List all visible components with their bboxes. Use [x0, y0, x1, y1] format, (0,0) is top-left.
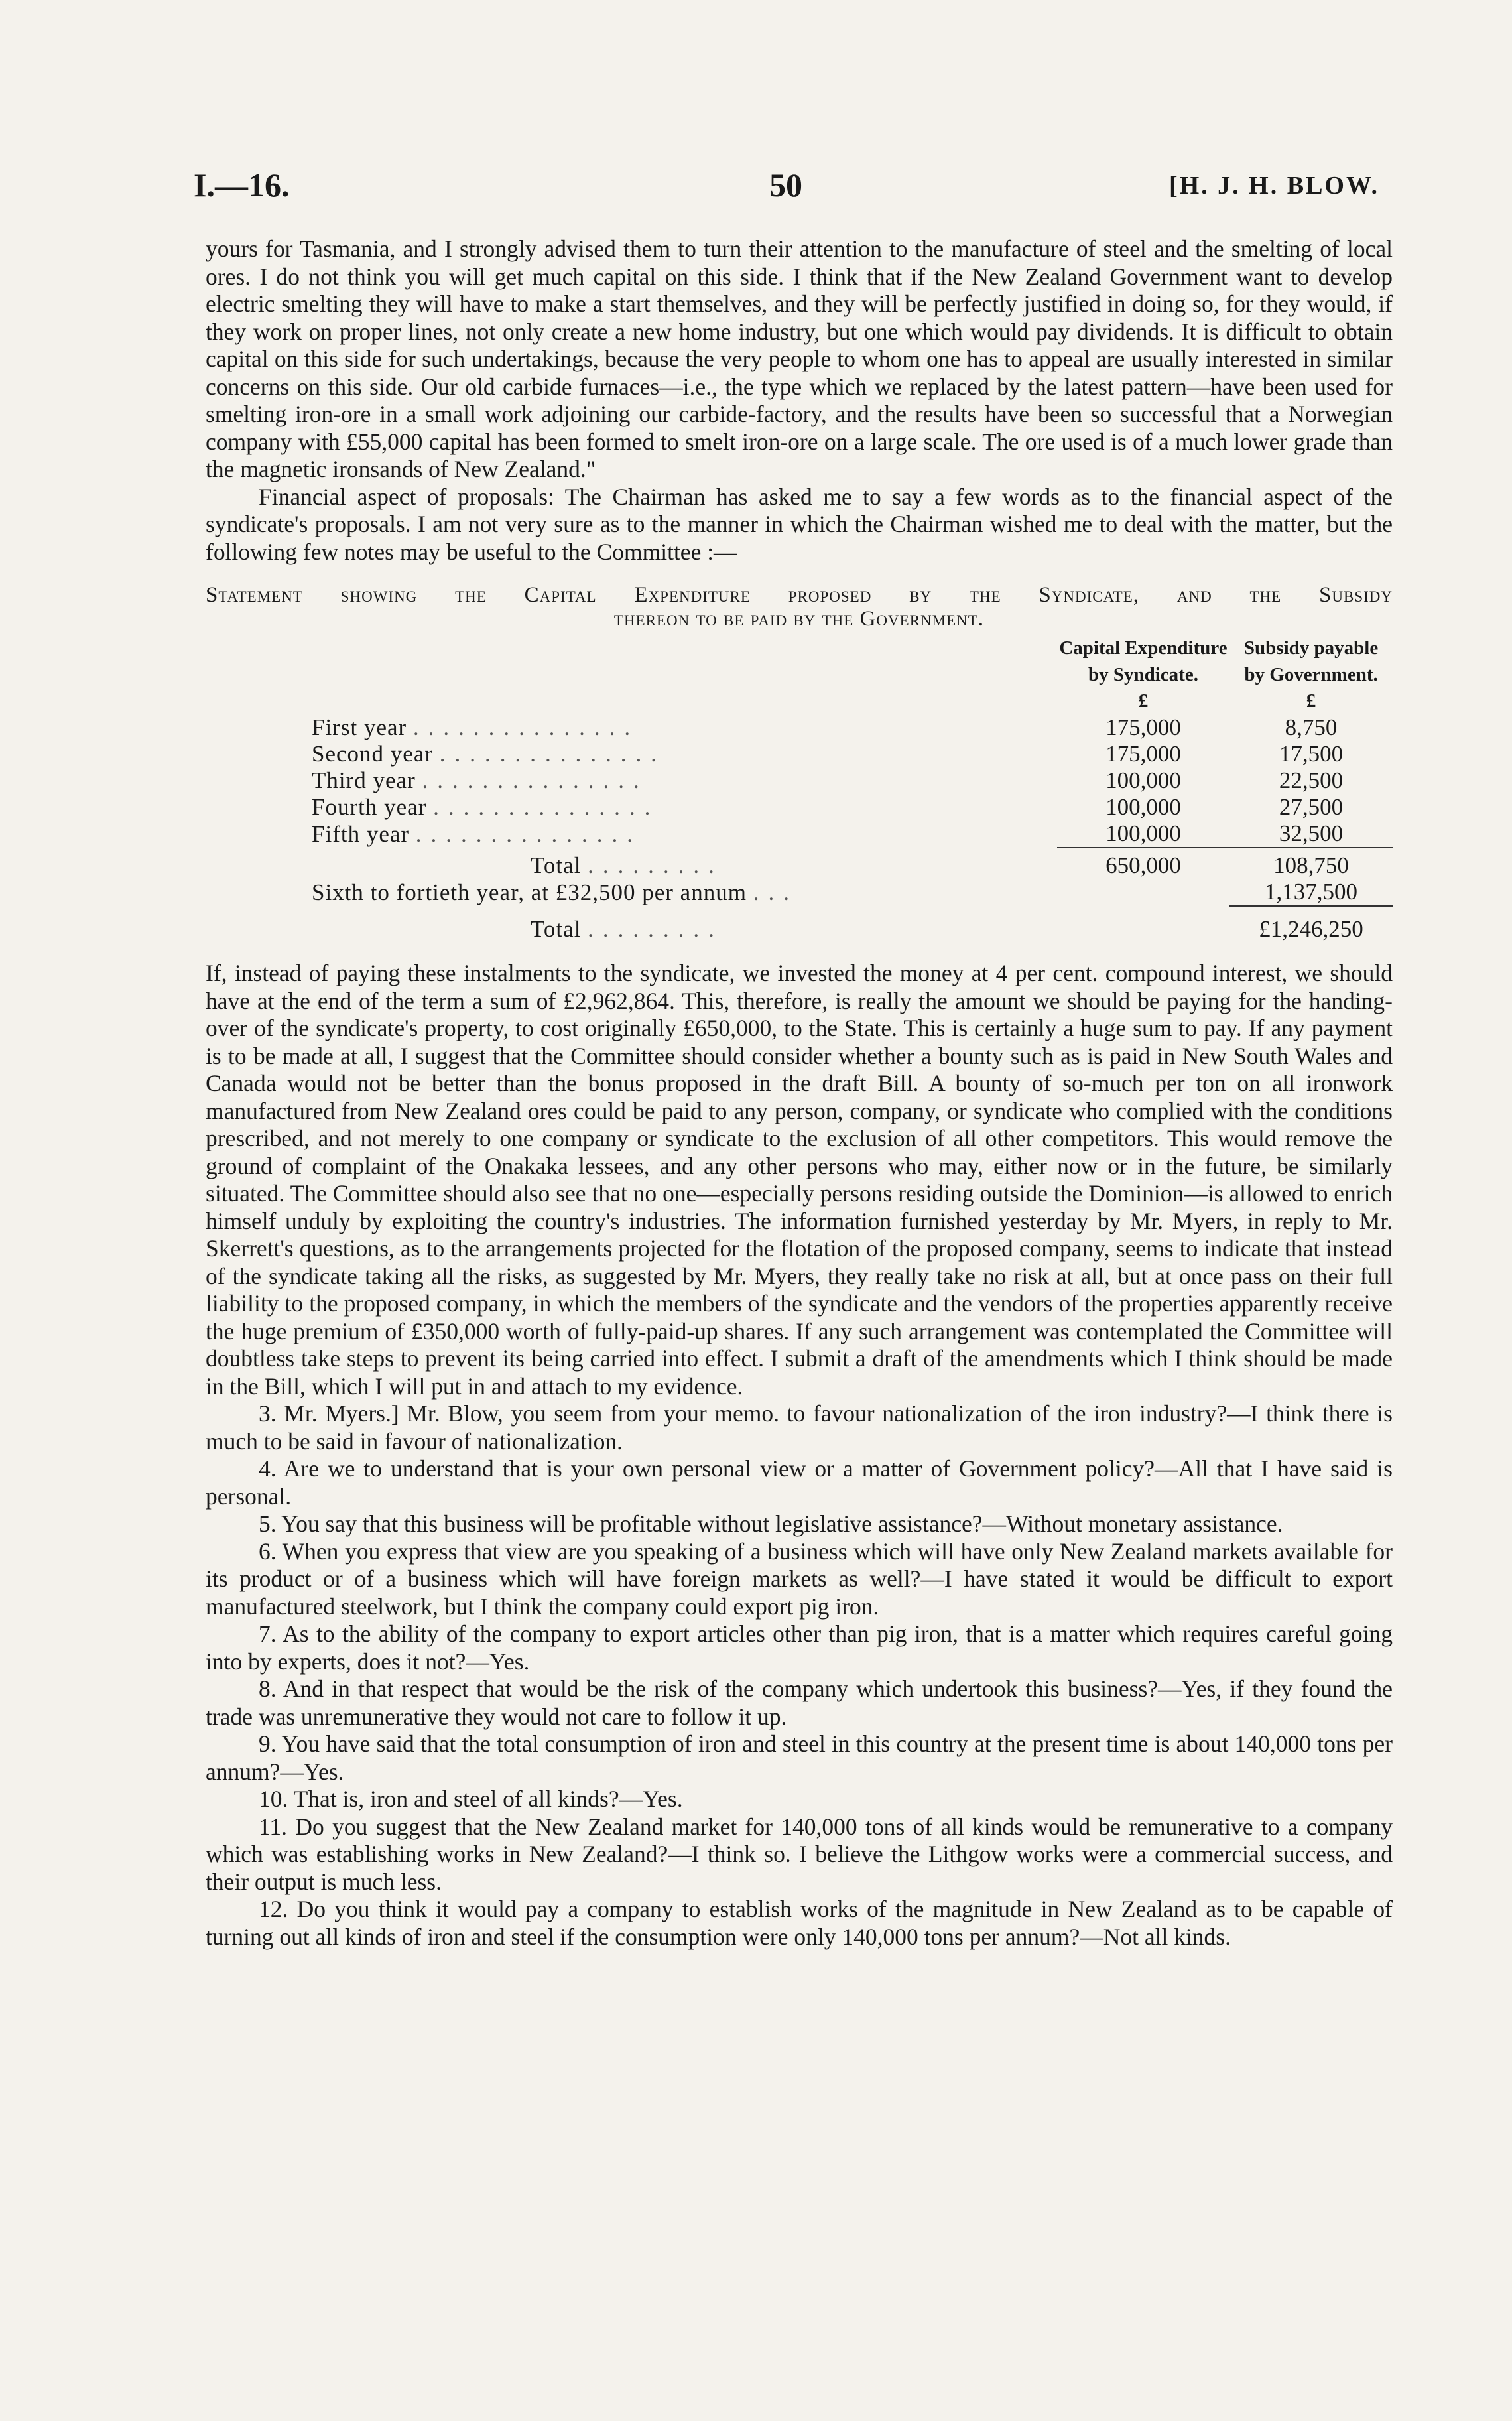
row-label: First year [312, 714, 407, 740]
capital-value: 100,000 [1105, 767, 1181, 793]
subsidy-value: 8,750 [1285, 714, 1338, 740]
question-answer: 12. Do you think it would pay a company to establish works of the magnitude in New Zealand as to be capable of turning out all kinds of iron and steel if the consumption were only 140,000 tons per annum?—Not all kinds. [206, 1896, 1393, 1950]
body-text [206, 235, 1393, 1951]
question-answer: 11. Do you suggest that the New Zealand market for 140,000 tons of all kinds would be remunerative to a company which was establishing works in New Zealand?—I think so. I believe the Lithgow works were a commercial success, and their output is much less. [206, 1813, 1393, 1895]
subtotal-subsidy: 108,750 [1229, 848, 1393, 879]
witness-name: [H. J. H. BLOW. [1168, 172, 1379, 200]
capital-value: 100,000 [1105, 794, 1181, 820]
row-label: Third year [312, 767, 416, 793]
capital-value: 175,000 [1105, 714, 1181, 740]
question-answer: 8. And in that respect that would be the risk of the company which undertook this business?—Yes, if they found the trade was unremunerative they would not care to follow it up. [206, 1675, 1393, 1730]
grand-total-subsidy: £1,246,250 [1229, 906, 1393, 943]
question-answer: 10. That is, iron and steel of all kinds?—Yes. [259, 1786, 683, 1812]
table-row: Fifth year ............... 100,000 32,500 [312, 820, 1393, 848]
question-answer: 4. Are we to understand that is your own personal view or a matter of Government policy?—All that I have said is personal. [206, 1455, 1393, 1510]
page-number: 50 [769, 166, 802, 204]
column-header-capital: Capital Expenditure by Syndicate. £ [1059, 637, 1228, 712]
paragraph: If, instead of paying these instalments to the syndicate, we invested the money at 4 per cent. compound interest, we should have at the end of the term a sum of £2,962,864. This, therefore, is really the amount we should be paying for the handing-over of the syndicate's property, to cost originally £650,000, to the State. This is certainly a huge sum to pay. If any payment is to be made at all, I suggest that the Committee should consider whether a bounty such as is paid in New South Wales and Canada would not be better than the bonus proposed in the draft Bill. A bounty of so-much per ton on all ironwork manufactured from New Zealand ores could be paid to any person, company, or syndicate who complied with the conditions prescribed, and not merely to one company or syndicate to the exclusion of all other competitors. This would remove the ground of complaint of the Onakaka lessees, and any other persons who may, either now or in the future, be similarly situated. The Committee should also see that no one—especially persons residing outside the Dominion—is allowed to enrich himself unduly by exploiting the country's industries. The information furnished yesterday by Mr. Myers, in reply to Mr. Skerrett's questions, as to the arrangements projected for the flotation of the proposed company, seems to indicate that instead of the syndicate taking all the risks, as suggested by Mr. Myers, they really take no risk at all, but at once pass on their full liability to the proposed company, in which the members of the syndicate and the vendors of the properties apparently receive the huge premium of £350,000 worth of fully-paid-up shares. If any such arrangement was contemplated the Committee will doubtless take steps to prevent its being carried into effect. I submit a draft of the amendments which I think should be made in the Bill, which I will put in and attach to my evidence. [206, 960, 1393, 1400]
sixth-subsidy: 1,137,500 [1265, 879, 1358, 905]
subsidy-value: 22,500 [1279, 767, 1344, 793]
sixth-to-fortieth-row: Sixth to fortieth year, at £32,500 per annum ... 1,137,500 [312, 879, 1393, 906]
question-answer: 7. As to the ability of the company to export articles other than pig iron, that is a matter which requires careful going into by experts, does it not?—Yes. [206, 1620, 1393, 1675]
row-label: Second year [312, 741, 434, 767]
subsidy-value: 32,500 [1279, 820, 1344, 846]
grand-total-label: Total [531, 916, 582, 942]
statement-title: Statement showing the Capital Expenditure proposed by the Syndicate, and the Subsidy [206, 583, 1393, 607]
capital-value: 175,000 [1105, 741, 1181, 767]
capital-expenditure-table [312, 635, 1393, 943]
statement-subtitle: thereon to be paid by the Government. [613, 607, 985, 631]
question-answer: 6. When you express that view are you speaking of a business which will have only New Zealand markets available for its product or of a business which will have foreign markets as well?—I have stated it would be difficult to export manufactured steelwork, but I think the company could export pig iron. [206, 1538, 1393, 1620]
question-answer: 5. You say that this business will be profitable without legislative assistance?—Without monetary assistance. [259, 1510, 1283, 1537]
table-row: Fourth year ............... 100,000 27,500 [312, 794, 1393, 820]
evidence-text [206, 960, 1393, 1951]
row-label: Fourth year [312, 794, 427, 820]
subtotal-label: Total [531, 852, 582, 878]
paragraph: yours for Tasmania, and I strongly advised them to turn their attention to the manufacture of steel and the smelting of local ores. I do not think you will get much capital on this side. I think that if the New Zealand Government want to develop electric smelting they will have to make a start themselves, and they will be perfectly justified in doing so, for they would, if they work on proper lines, not only create a new home industry, but one which would pay dividends. It is difficult to obtain capital on this side for such undertakings, because the very people to whom one has to appeal are usually interested in similar concerns on this side. Our old carbide furnaces—i.e., the type which we replaced by the latest pattern—have been used for smelting iron-ore in a small work adjoining our carbide-factory, and the results have been so successful that a Norwegian company with £55,000 capital has been formed to smelt iron-ore on a large scale. The ore used is of a much lower grade than the magnetic ironsands of New Zealand." [206, 235, 1393, 482]
row-label: Fifth year [312, 821, 410, 847]
paper-reference: I.—16. [194, 166, 290, 204]
grand-total-row: Total ......... £1,246,250 [312, 906, 1393, 943]
subsidy-value: 17,500 [1279, 741, 1344, 767]
table-row: Third year ............... 100,000 22,500 [312, 767, 1393, 794]
subsidy-value: 27,500 [1279, 794, 1344, 820]
paragraph: Financial aspect of proposals: The Chairman has asked me to say a few words as to the financial aspect of the syndicate's proposals. I am not very sure as to the manner in which the Chairman wished me to deal with the matter, but the following few notes may be useful to the Committee :— [206, 483, 1393, 565]
table-header-row [312, 635, 1393, 714]
capital-value: 100,000 [1105, 820, 1181, 846]
table-row: Second year ............... 175,000 17,500 [312, 741, 1393, 767]
row-label: Sixth to fortieth year, at £32,500 per annum [312, 880, 747, 905]
column-header-subsidy: Subsidy payable by Government. £ [1243, 637, 1379, 712]
question-answer: 3. Mr. Myers.] Mr. Blow, you seem from your memo. to favour nationalization of the iron industry?—I think there is much to be said in favour of nationalization. [206, 1400, 1393, 1455]
question-answer: 9. You have said that the total consumption of iron and steel in this country at the present time is about 140,000 tons per annum?—Yes. [206, 1731, 1393, 1785]
subtotal-row: Total ......... 650,000 108,750 [312, 848, 1393, 879]
subtotal-capital: 650,000 [1057, 848, 1229, 879]
table-row: First year ............... 175,000 8,750 [312, 714, 1393, 741]
